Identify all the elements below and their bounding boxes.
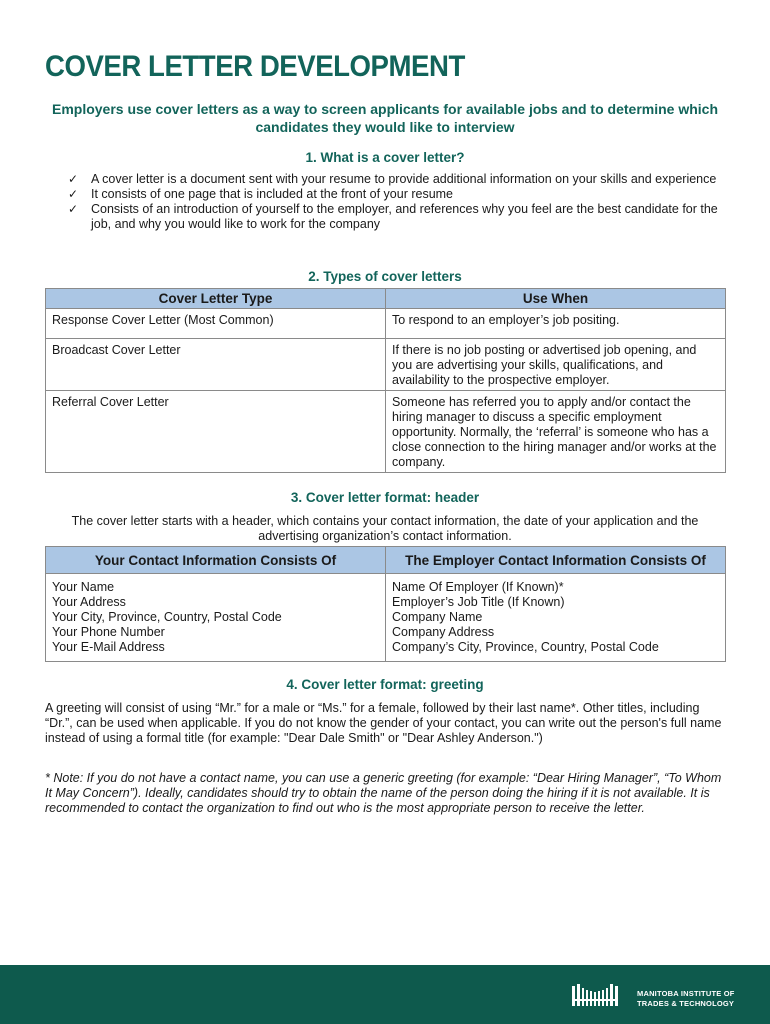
table-header: The Employer Contact Information Consists Of (386, 547, 726, 574)
greeting-paragraph: A greeting will consist of using “Mr.” for a male or “Ms.” for a female, followed by their last name*. Other titles, including “Dr.”, can be used when applicable. If you do not know the gender of your contact, you can write out the person's full name instead of using a formal title (for example: "Dear Dale Smith" or "Dear Ashley Anderson.") (45, 701, 722, 745)
table-cell: To respond to an employer’s job positing. (386, 309, 726, 339)
table-row (46, 391, 726, 473)
checklist (68, 172, 728, 232)
table-cell (386, 574, 726, 662)
table-cell: Broadcast Cover Letter (46, 339, 386, 391)
table-cell: If there is no job posting or advertised job opening, and you are advertising your skills, qualifications, and availability to the prospective employer. (386, 339, 726, 391)
your-city-line: Your City, Province, Country, Postal Code (52, 610, 282, 624)
table-cell: Someone has referred you to apply and/or contact the hiring manager to discuss a specific employment opportunity. Normally, the ‘referral’ is someone who has a close connection to the hiring manager and/or works at the company. (386, 391, 726, 473)
your-address-line: Your Address (52, 595, 126, 609)
checkmark-icon: ✓ (68, 172, 79, 186)
company-name-line: Company Name (392, 610, 483, 624)
table-row (46, 574, 726, 662)
list-item: ✓ A cover letter is a document sent with your resume to provide additional information on your skills and experience (68, 172, 717, 186)
table-cell (46, 574, 386, 662)
table-row (46, 339, 726, 391)
cover-letter-types-table (45, 288, 726, 473)
your-name-line: Your Name (52, 580, 115, 594)
contact-info-table (45, 546, 726, 662)
table-row (46, 309, 726, 339)
table-cell: Response Cover Letter (Most Common) (46, 309, 386, 339)
employer-name-line: Name Of Employer (If Known)* (392, 580, 564, 594)
section3-intro: The cover letter starts with a header, which contains your contact information, the date of your application and the advertising organization’s contact information. (71, 514, 699, 543)
table-header: Use When (386, 289, 726, 309)
greeting-note: * Note: If you do not have a contact name, you can use a generic greeting (for example: “Dear Hiring Manager”, “To Whom It May Concern”). Ideally, candidates should try to obtain the name of the person doing the hiring if it is not available. It is recommended to contact the organization to find out who is the most appropriate person to receive the letter. (45, 771, 722, 815)
institute-name: MANITOBA INSTITUTE OF TRADES & TECHNOLOGY (637, 989, 735, 1008)
company-city-line: Company’s City, Province, Country, Postal Code (392, 640, 659, 654)
table-cell: Referral Cover Letter (46, 391, 386, 473)
page-title: COVER LETTER DEVELOPMENT (45, 50, 465, 83)
checkmark-icon: ✓ (68, 202, 79, 216)
section3-heading: 3. Cover letter format: header (290, 490, 480, 505)
checkmark-icon: ✓ (68, 187, 79, 201)
section2-heading: 2. Types of cover letters (308, 269, 462, 284)
list-item: ✓ Consists of an introduction of yourself to the employer, and references why you feel are the best candidate for the job, and why you would like to work for the company (68, 202, 718, 231)
table-header: Your Contact Information Consists Of (46, 547, 386, 574)
section4-heading: 4. Cover letter format: greeting (286, 677, 484, 692)
your-email-line: Your E-Mail Address (52, 640, 165, 654)
company-address-line: Company Address (392, 625, 495, 639)
employer-title-line: Employer’s Job Title (If Known) (392, 595, 565, 609)
page-subtitle: Employers use cover letters as a way to screen applicants for available jobs and to determine which candidates they would like to interview (51, 101, 719, 135)
section1-heading: 1. What is a cover letter? (305, 150, 465, 165)
your-phone-line: Your Phone Number (52, 625, 165, 639)
list-item: ✓ It consists of one page that is included at the front of your resume (68, 187, 454, 201)
table-header: Cover Letter Type (46, 289, 386, 309)
